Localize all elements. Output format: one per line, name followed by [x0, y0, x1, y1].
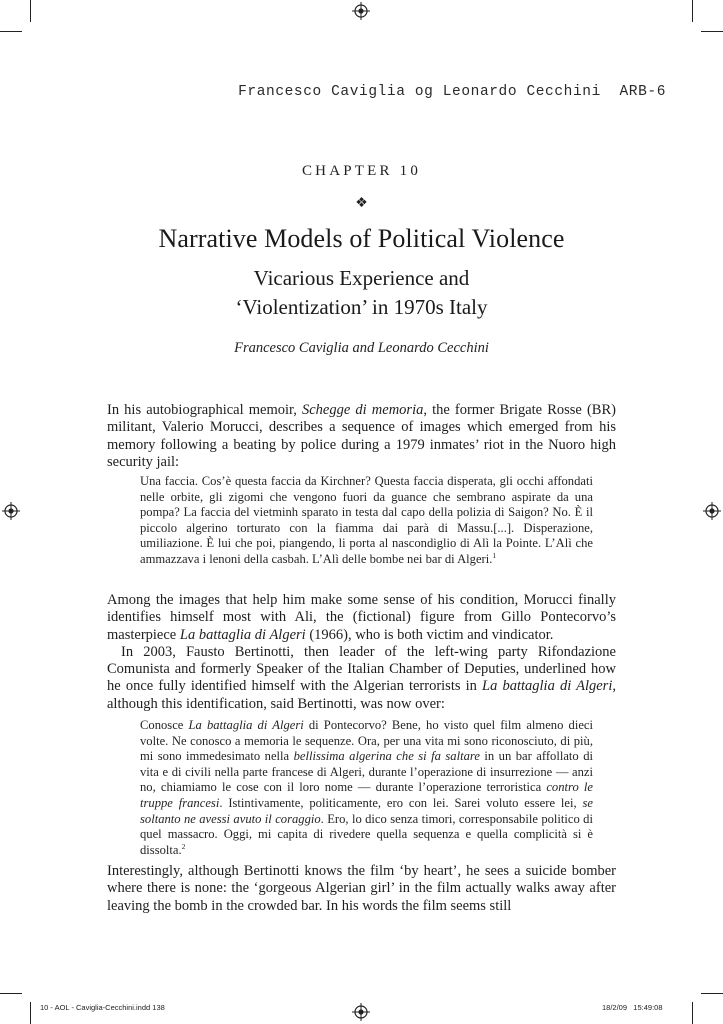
film-title: La battaglia di Algeri	[179, 626, 306, 643]
footer-file-info: 10 - AOL - Caviglia-Cecchini.indd 138	[40, 1003, 165, 1012]
crop-mark	[701, 993, 723, 994]
paragraph-3-text: In 2003, Fausto Bertinotti, then leader of the left-wing party Rifondazione Comunista and formerly Speaker of the Italian Chamber of Deputies, underlined how he once fully identified himself with the Algerian terrorists in	[107, 643, 616, 695]
crop-mark	[701, 31, 723, 32]
film-title: La battaglia di Algeri	[188, 718, 304, 732]
running-head-code: ARB-6	[619, 84, 666, 100]
paragraphs-2-3	[107, 592, 616, 713]
quote-text: di Pontecorvo? Bene, ho visto quel film almeno dieci volte. Ne conosco a memoria le sequenze. Ora, per una vita mi sono riconosciuto, di più, mi sono immedesimato nella	[140, 718, 594, 764]
footnote-marker: 2	[181, 841, 186, 851]
block-quote-1	[140, 474, 593, 568]
registration-mark-icon	[703, 502, 721, 520]
chapter-authors: Francesco Caviglia and Leonardo Cecchini	[234, 340, 489, 356]
paragraph-1-text: In his autobiographical memoir,	[107, 402, 302, 418]
paragraph-4-text: Interestingly, although Bertinotti knows the film ‘by heart’, he sees a suicide bomber where there is none: the ‘gorgeous Algerian girl’ in the film actually walks away after leaving the bomb in the crowded bar. In his words the film seems still	[107, 863, 616, 914]
paragraph-1-text: , the former Brigate Rosse (BR) militant, Valerio Morucci, describes a sequence of images which emerged from his memory following a beating by police during a 1979 inmates’ riot in the Nuoro high security jail:	[107, 402, 616, 470]
quote-text: Una faccia. Cos’è questa faccia da Kirchner? Questa faccia disperata, gli occhi affondati nelle orbite, gli zigomi che vengono fuori da guance che sembrano aspirate da una pompa? La faccia del vietminh sparato in testa dal capo della polizia di Saigon? No. È il piccolo algerino torturato con la fiamma dai parà di Massu.[...]. Disperazione, umiliazione. È lui che poi, piangendo, li porta al nascondiglio di Alì la Pointe. L’Alì che ammazzava i lenoni della casbah. L’Alì delle bombe nei bar di Algeri.	[140, 474, 593, 566]
footer-timestamp	[602, 1003, 663, 1012]
registration-mark-icon	[352, 1003, 370, 1021]
quote-emphasis: se soltanto ne avessi avuto il coraggio	[140, 795, 593, 826]
paragraph-4	[107, 863, 616, 915]
crop-mark	[692, 0, 693, 22]
quote-text: . Ero, lo dico senza timori, corresponsabile politico di quel massacro. Oggi, mi capita di rivedere quella sequenza e quella complicità si è dissolta.	[140, 811, 593, 857]
running-head-authors: Francesco Caviglia og Leonardo Cecchini	[238, 84, 601, 100]
registration-mark-icon	[352, 2, 370, 20]
paragraph-3-text: , although this identification, said Bertinotti, was now over:	[107, 678, 616, 712]
footer-time: 15:49:08	[633, 1003, 663, 1012]
footer-date: 18/2/09	[602, 1003, 628, 1012]
ornament-icon: ❖	[355, 196, 368, 211]
crop-mark	[30, 0, 31, 22]
block-quote-2	[140, 718, 593, 858]
quote-text: Conosce	[140, 718, 189, 732]
registration-mark-icon	[2, 502, 20, 520]
quote-text: . Istintivamente, politicamente, ero con lei. Sarei voluto essere lei,	[219, 795, 583, 810]
paragraph-2-text: Among the images that help him make some sense of his condition, Morucci finally identifies himself most with Ali, the (fictional) figure from Gillo Pontecorvo’s masterpiece	[107, 592, 616, 643]
quote-emphasis: bellissima algerina che si fa saltare	[293, 749, 480, 764]
quote-text: in un bar affollato di vita e di civili nella parte francese di Algeri, durante l’operazione di insurrezione — anzi no, chiamiamo le cose con il loro nome — durante l’operazione terroristica	[140, 749, 593, 795]
crop-mark	[692, 1002, 693, 1024]
running-head	[0, 84, 666, 100]
chapter-subtitle-line1: Vicarious Experience and	[253, 266, 470, 290]
paragraph-1	[107, 402, 616, 471]
crop-mark	[0, 31, 22, 32]
chapter-subtitle-line2: ‘Violentization’ in 1970s Italy	[235, 295, 488, 319]
film-title: La battaglia di Algeri	[482, 678, 613, 695]
crop-mark	[0, 993, 22, 994]
crop-mark	[30, 1002, 31, 1024]
footnote-marker: 1	[492, 550, 497, 560]
chapter-title: Narrative Models of Political Violence	[158, 224, 565, 253]
quote-emphasis: contro le truppe francesi	[140, 780, 593, 810]
book-title: Schegge di memoria	[302, 402, 424, 418]
chapter-label: CHAPTER 10	[301, 163, 422, 179]
paragraph-2-text: (1966), who is both victim and vindicator.	[305, 626, 554, 643]
